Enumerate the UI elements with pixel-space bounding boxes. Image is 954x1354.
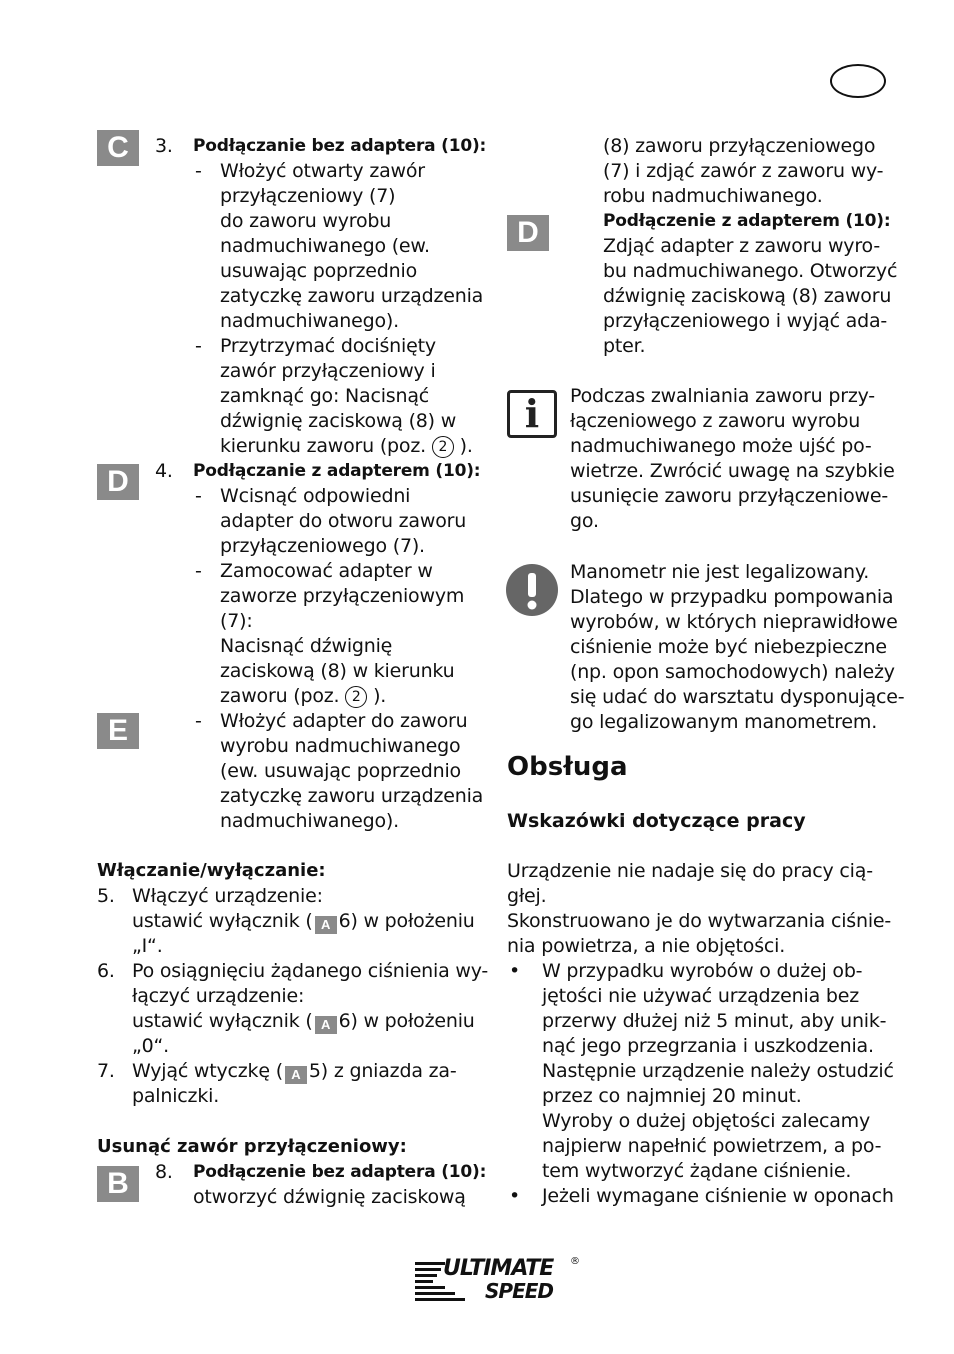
step-4-line: Nacisnąć dźwignię (220, 635, 393, 657)
warning-note-line: się udać do warsztatu dysponujące- (570, 686, 905, 708)
brand-logo-line1: ULTIMATE (443, 1256, 554, 1281)
step-6-line: „0“. (132, 1035, 170, 1057)
step-3-heading: Podłączanie bez adaptera (10): (193, 136, 487, 156)
bullet-line: Wyroby o dużej objętości zalecamy (542, 1110, 871, 1132)
step-5-line: „I“. (132, 935, 163, 957)
info-note-line: wietrze. Zwrócić uwagę na szybkie (570, 460, 895, 482)
figure-badge-d: D (97, 464, 139, 500)
step-7-number: 7. (97, 1060, 115, 1082)
step-8-heading: Podłączenie bez adaptera (10): (193, 1162, 487, 1182)
right-text-line: bu nadmuchiwanego. Otworzyć (603, 260, 898, 282)
step-4-line (220, 684, 386, 709)
step-8-line: otworzyć dźwignię zaciskową (193, 1186, 466, 1208)
brand-logo-line2: SPEED (485, 1279, 553, 1303)
step-7-line: palniczki. (132, 1085, 220, 1107)
paragraph-line: Urządzenie nie nadaje się do pracy cią- (507, 860, 873, 882)
step-6-text: 6) w położeniu (338, 1010, 475, 1032)
step-3-line: do zaworu wyrobu (220, 210, 392, 232)
step-6-line (132, 1009, 475, 1034)
step-3-line: dźwignię zaciskową (8) w (220, 410, 457, 432)
language-badge-oval (830, 64, 886, 98)
right-text-line: Zdjąć adapter z zaworu wyro- (603, 235, 880, 257)
right-text-line: (7) i zdjąć zawór z zaworu wy- (603, 160, 884, 182)
step-3-line: zawór przyłączeniowy i (220, 360, 436, 382)
dash: - (195, 160, 202, 182)
step-3-text: kierunku zaworu (poz. (220, 435, 426, 457)
step-3-line: Włożyć otwarty zawór (220, 160, 425, 182)
step-3-text: ). (459, 435, 473, 457)
step-6-line: Po osiągnięciu żądanego ciśnienia wy- (132, 960, 489, 982)
step-5-line: Włączyć urządzenie: (132, 885, 323, 907)
figure-ref-a: A (315, 1016, 337, 1034)
step-7-text: 5) z gniazda za- (308, 1060, 457, 1082)
remove-valve-heading: Usunąć zawór przyłączeniowy: (97, 1136, 407, 1157)
brand-logo (415, 1256, 580, 1306)
info-note-line: go. (570, 510, 599, 532)
figure-ref-a: A (315, 916, 337, 934)
step-3-line: przyłączeniowy (7) (220, 185, 396, 207)
bullet-line: najpierw napełnić powietrzem, a po- (542, 1135, 882, 1157)
registered-mark: ® (570, 1256, 580, 1267)
step-4-line: zaworze przyłączeniowym (220, 585, 465, 607)
info-note-line: usunięcie zaworu przyłączeniowe- (570, 485, 888, 507)
step-4-line: zatyczkę zaworu urządzenia (220, 785, 484, 807)
bullet-marker: • (509, 960, 521, 982)
step-4-line: zaciskową (8) w kierunku (220, 660, 455, 682)
step-4-line: przyłączeniowego (7). (220, 535, 425, 557)
figure-badge-e: E (97, 713, 139, 749)
step-7-line (132, 1059, 456, 1084)
circled-number-2: 2 (345, 686, 367, 708)
info-note-line: nadmuchiwanego może ujść po- (570, 435, 872, 457)
step-4-line: (7): (220, 610, 253, 632)
step-3-line: Przytrzymać dociśnięty (220, 335, 436, 357)
dash: - (195, 560, 202, 582)
bullet-line: przez co najmniej 20 minut. (542, 1085, 802, 1107)
section-title: Obsługa (507, 752, 628, 782)
warning-icon (505, 563, 559, 617)
step-4-line: adapter do otworu zaworu (220, 510, 467, 532)
figure-badge-d-right: D (507, 215, 549, 251)
step-5-text: 6) w położeniu (338, 910, 475, 932)
step-5-line (132, 909, 475, 934)
step-4-heading: Podłączanie z adapterem (10): (193, 461, 481, 481)
warning-note-line: Dlatego w przypadku pompowania (570, 586, 894, 608)
step-4-number: 4. (155, 460, 173, 482)
paragraph-line: Skonstruowano je do wytwarzania ciśnie- (507, 910, 892, 932)
bullet-line: Jeżeli wymagane ciśnienie w oponach (542, 1185, 894, 1207)
bullet-marker: • (509, 1185, 521, 1207)
step-4-line: wyrobu nadmuchiwanego (220, 735, 461, 757)
step-3-line (220, 434, 473, 459)
adapter-removal-heading: Podłączenie z adapterem (10): (603, 211, 891, 231)
step-3-number: 3. (155, 135, 173, 157)
subsection-title: Wskazówki dotyczące pracy (507, 810, 806, 832)
right-text-line: pter. (603, 335, 646, 357)
paragraph-line: głej. (507, 885, 547, 907)
warning-note-line: Manometr nie jest legalizowany. (570, 561, 870, 583)
warning-note-line: go legalizowanym manometrem. (570, 711, 878, 733)
step-4-line: nadmuchiwanego). (220, 810, 399, 832)
figure-ref-a: A (285, 1066, 307, 1084)
warning-note-line: (np. opon samochodowych) należy (570, 661, 895, 683)
step-3-line: zamknąć go: Nacisnąć (220, 385, 430, 407)
step-4-text: ). (373, 685, 387, 707)
step-6-line: łączyć urządzenie: (132, 985, 305, 1007)
warning-note-line: ciśnienie może być niebezpieczne (570, 636, 887, 658)
step-4-text: zaworu (poz. (220, 685, 340, 707)
step-3-line: zatyczkę zaworu urządzenia (220, 285, 484, 307)
step-6-text: ustawić wyłącznik ( (132, 1010, 313, 1032)
on-off-heading: Włączanie/wyłączanie: (97, 860, 326, 881)
info-icon: i (507, 390, 557, 438)
step-7-text: Wyjąć wtyczkę ( (132, 1060, 283, 1082)
step-4-line: Zamocować adapter w (220, 560, 433, 582)
dash: - (195, 485, 202, 507)
step-3-line: nadmuchiwanego (ew. (220, 235, 430, 257)
warning-note-line: wyrobów, w których nieprawidłowe (570, 611, 898, 633)
bullet-line: przerwy dłużej niż 5 minut, aby unik- (542, 1010, 887, 1032)
circled-number-2: 2 (432, 436, 454, 458)
figure-badge-c: C (97, 130, 139, 166)
bullet-line: tem wytworzyć żądane ciśnienie. (542, 1160, 852, 1182)
bullet-line: W przypadku wyrobów o dużej ob- (542, 960, 863, 982)
step-4-line: (ew. usuwając poprzednio (220, 760, 461, 782)
step-3-line: usuwając poprzednio (220, 260, 417, 282)
figure-badge-b: B (97, 1166, 139, 1202)
info-note-line: Podczas zwalniania zaworu przy- (570, 385, 875, 407)
step-6-number: 6. (97, 960, 115, 982)
bullet-line: Następnie urządzenie należy ostudzić (542, 1060, 894, 1082)
paragraph-line: nia powietrza, a nie objętości. (507, 935, 786, 957)
bullet-line: nąć jego przegrzania i uszkodzenia. (542, 1035, 874, 1057)
dash: - (195, 335, 202, 357)
step-4-line: Wcisnąć odpowiedni (220, 485, 411, 507)
step-5-number: 5. (97, 885, 115, 907)
step-3-line: nadmuchiwanego). (220, 310, 399, 332)
right-text-line: dźwignię zaciskową (8) zaworu (603, 285, 892, 307)
step-8-number: 8. (155, 1161, 173, 1183)
right-text-line: (8) zaworu przyłączeniowego (603, 135, 876, 157)
bullet-line: jętości nie używać urządzenia bez (542, 985, 860, 1007)
right-text-line: robu nadmuchiwanego. (603, 185, 823, 207)
right-text-line: przyłączeniowego i wyjąć ada- (603, 310, 888, 332)
step-4-line: Włożyć adapter do zaworu (220, 710, 468, 732)
info-note-line: łączeniowego z zaworu wyrobu (570, 410, 861, 432)
step-5-text: ustawić wyłącznik ( (132, 910, 313, 932)
dash: - (195, 710, 202, 732)
